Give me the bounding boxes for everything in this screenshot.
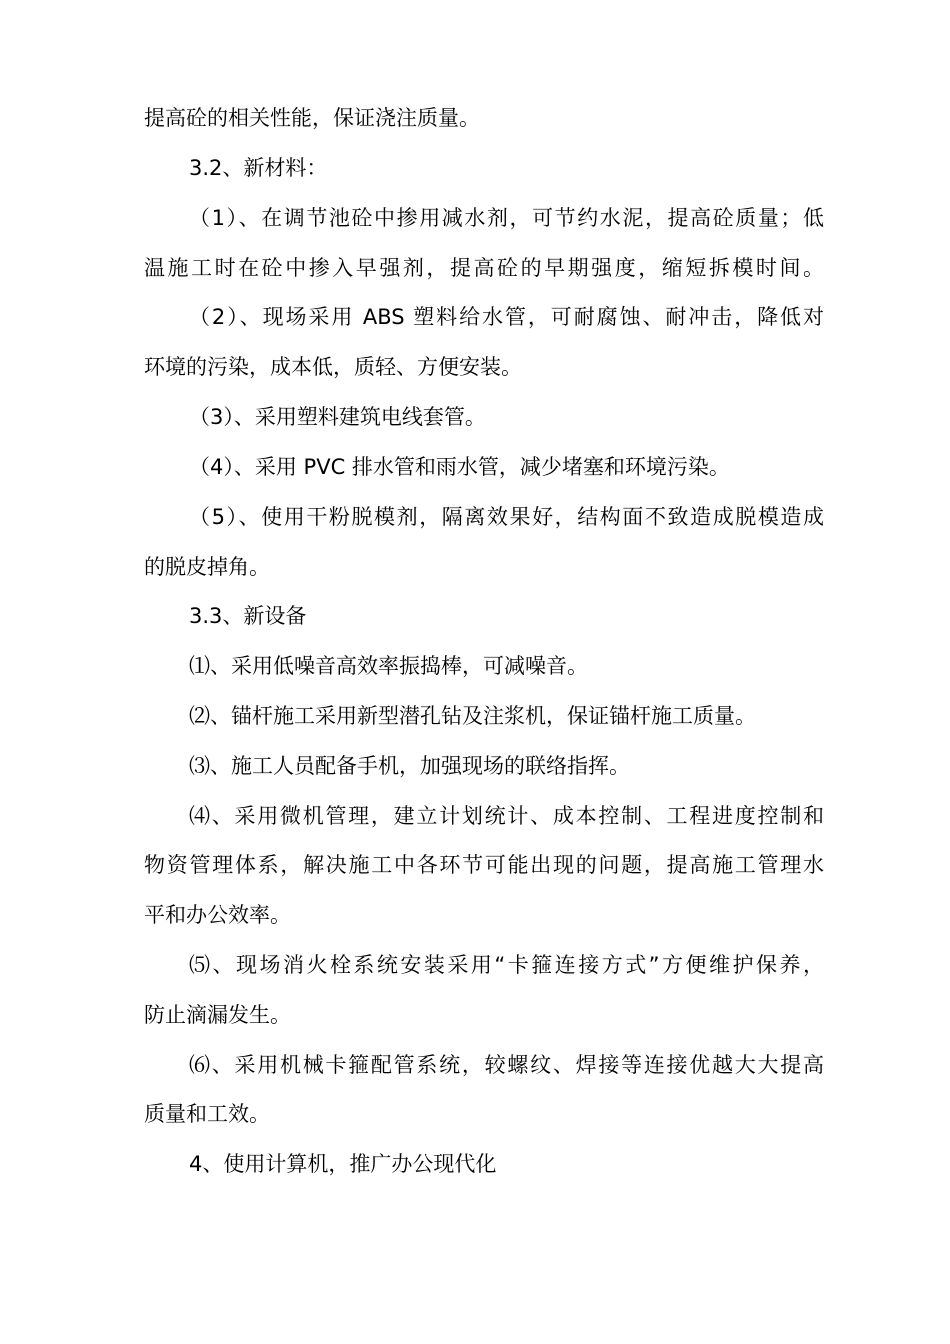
paragraph-line: 平和办公效率。 — [144, 903, 291, 927]
paragraph-line: （5）、使用干粉脱模剂，隔离效果好，结构面不致造成脱模造成 — [189, 505, 824, 529]
paragraph-line: （2）、现场采用 ABS 塑料给水管，可耐腐蚀、耐冲击，降低对 — [189, 305, 824, 329]
paragraph-line: （3）、采用塑料建筑电线套管。 — [189, 405, 486, 429]
paragraph-line: ⑷、采用微机管理，建立计划统计、成本控制、工程进度控制和 — [189, 804, 824, 828]
paragraph-line: （1）、在调节池砼中掺用减水剂，可节约水泥，提高砼质量；低 — [189, 206, 824, 230]
paragraph-line: 温施工时在砼中掺入早强剂，提高砼的早期强度，缩短拆模时间。 — [144, 256, 824, 280]
paragraph-line: ⑹、采用机械卡箍配管系统，较螺纹、焊接等连接优越大大提高 — [189, 1053, 824, 1077]
paragraph-line: ⑴、采用低噪音高效率振捣棒，可减噪音。 — [189, 654, 588, 678]
paragraph-line: ⑶、施工人员配备手机，加强现场的联络指挥。 — [189, 754, 630, 778]
paragraph-line: 物资管理体系，解决施工中各环节可能出现的问题，提高施工管理水 — [144, 853, 824, 877]
paragraph-line: 的脱皮掉角。 — [144, 555, 270, 579]
paragraph-line: ⑵、锚杆施工采用新型潜孔钻及注浆机，保证锚杆施工质量。 — [189, 704, 756, 728]
paragraph-line: 防止滴漏发生。 — [144, 1003, 291, 1027]
paragraph-line: 质量和工效。 — [144, 1102, 270, 1126]
paragraph-line: ⑸、现场消火栓系统安装采用“卡箍连接方式”方便维护保养， — [189, 953, 824, 977]
section-heading-3-3: 3.3、新设备 — [189, 604, 307, 628]
paragraph-line: （4）、采用 PVC 排水管和雨水管，减少堵塞和环境污染。 — [189, 455, 730, 479]
section-heading-3-2: 3.2、新材料： — [189, 156, 328, 180]
paragraph-line: 环境的污染，成本低，质轻、方便安装。 — [144, 355, 522, 379]
paragraph-line: 提高砼的相关性能，保证浇注质量。 — [144, 106, 480, 130]
section-heading-4: 4、使用计算机，推广办公现代化 — [189, 1152, 497, 1176]
